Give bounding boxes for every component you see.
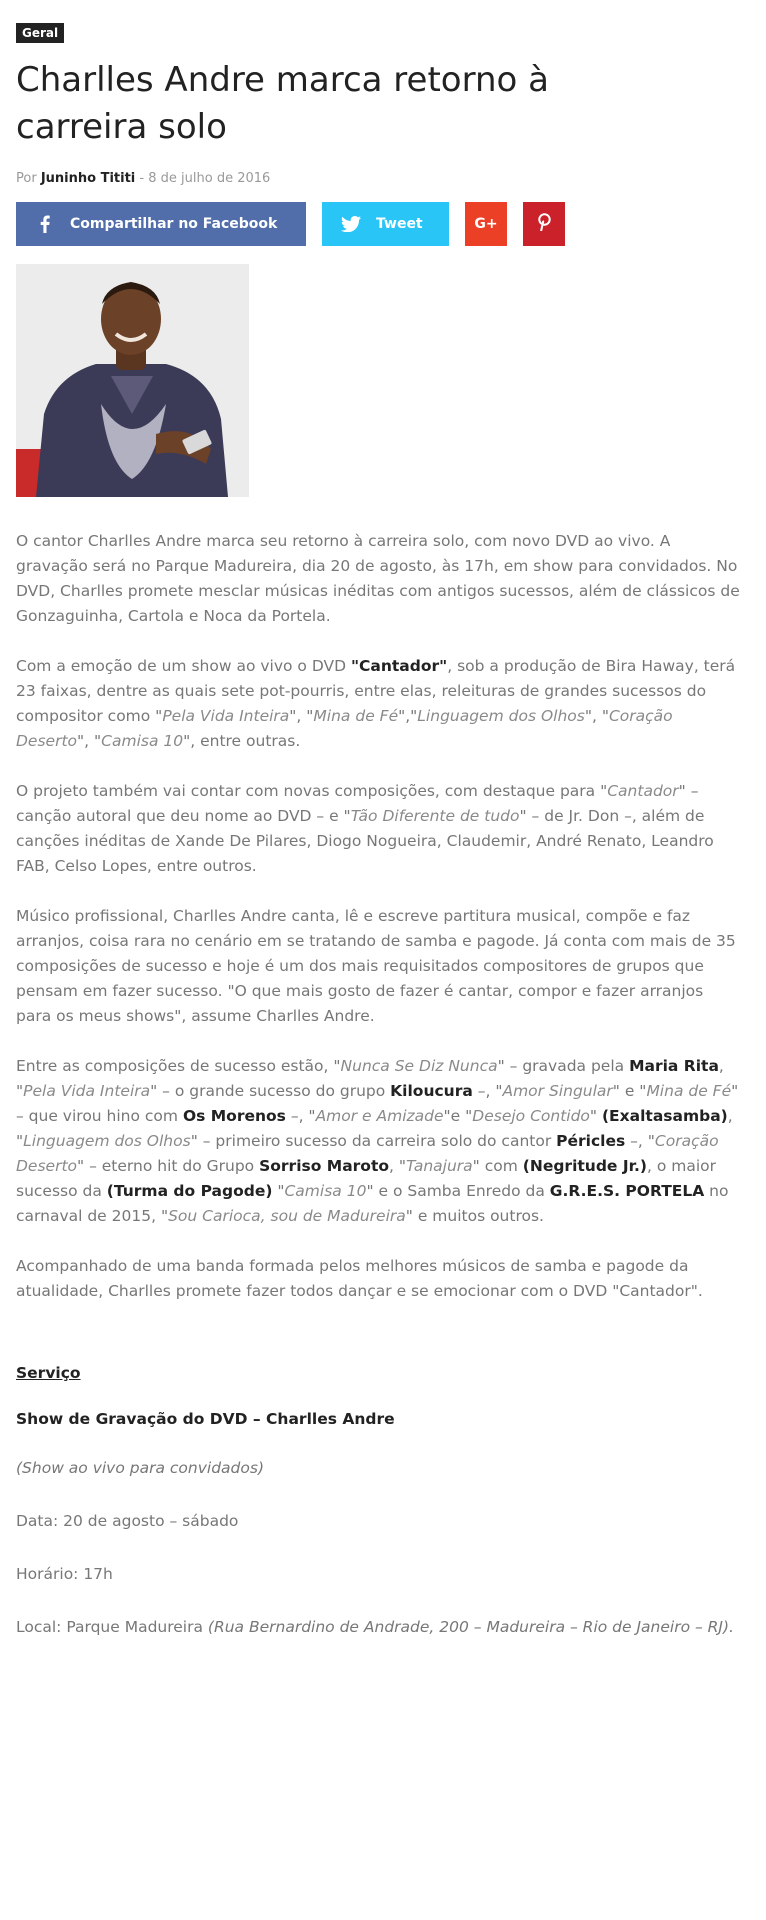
italic-text: Amor e Amizade <box>315 1107 444 1125</box>
paragraph-text: " e muitos outros. <box>405 1207 544 1225</box>
article-paragraph <box>16 1254 742 1304</box>
author-link[interactable]: Juninho Tititi <box>40 171 136 186</box>
bold-text: Péricles <box>556 1132 626 1150</box>
italic-text: Linguagem dos Olhos <box>417 707 585 725</box>
italic-text: Amor Singular <box>502 1082 613 1100</box>
paragraph-text: O projeto também vai contar com novas composições, com destaque para " <box>16 782 608 800</box>
googleplus-share-button[interactable] <box>465 202 507 246</box>
bold-text: (Turma do Pagode) <box>106 1182 273 1200</box>
paragraph-text: O cantor Charlles Andre marca seu retorno à carreira solo, com novo DVD ao vivo. A gravação será no Parque Madureira, dia 20 de agosto, às 17h, em show para convidados. No DVD, Charlles promete mesclar músicas inéditas com antigos sucessos, além de clássicos de Gonzaguinha, Cartola e Noca da Portela. <box>16 532 740 625</box>
paragraph-text: " – gravada pela <box>497 1057 630 1075</box>
service-section <box>16 1364 742 1640</box>
service-date: Data: 20 de agosto – sábado <box>16 1512 239 1530</box>
paragraph-text: ", " <box>289 707 314 725</box>
service-note-text: (Show ao vivo para convidados) <box>16 1459 264 1477</box>
bold-text: G.R.E.S. PORTELA <box>549 1182 705 1200</box>
italic-text: Camisa 10 <box>101 732 184 750</box>
italic-text: Desejo Contido <box>472 1107 590 1125</box>
article-container <box>16 22 740 1668</box>
service-heading: Serviço <box>16 1364 81 1382</box>
bold-text: Os Morenos <box>182 1107 286 1125</box>
facebook-share-button[interactable] <box>16 202 306 246</box>
article-paragraph <box>16 654 742 754</box>
pinterest-share-button[interactable] <box>523 202 565 246</box>
category-badge[interactable]: Geral <box>16 23 64 43</box>
bold-text: Sorriso Maroto <box>259 1157 390 1175</box>
paragraph-text: Entre as composições de sucesso estão, " <box>16 1057 341 1075</box>
paragraph-text: , " <box>16 1107 733 1150</box>
article-body <box>16 529 742 1304</box>
italic-text: Coração Deserto <box>16 707 673 750</box>
paragraph-text: " – de Jr. Don –, além de canções inéditas de Xande De Pilares, Diogo Nogueira, Claudemir, André Renato, Leandro FAB, Celso Lopes, entre outros. <box>16 807 714 875</box>
bold-text: (Negritude Jr.) <box>522 1157 648 1175</box>
article-paragraph <box>16 904 742 1029</box>
paragraph-text: " <box>589 1107 602 1125</box>
singer-portrait-image <box>16 264 249 497</box>
article-paragraph <box>16 1054 742 1229</box>
paragraph-text: " com <box>472 1157 523 1175</box>
service-location <box>16 1615 742 1640</box>
italic-text: Nunca Se Diz Nunca <box>340 1057 498 1075</box>
paragraph-text: Com a emoção de um show ao vivo o DVD <box>16 657 351 675</box>
paragraph-text: , sob a produção de Bira Haway, terá 23 faixas, dentre as quais sete pot-pourris, entre elas, releituras de grandes sucessos do compositor como " <box>16 657 736 725</box>
bold-text: (Exaltasamba) <box>601 1107 728 1125</box>
paragraph-text: Acompanhado de uma banda formada pelos melhores músicos de samba e pagode da atualidade, Charlles promete fazer todos dançar e se emocionar com o DVD "Cantador". <box>16 1257 703 1300</box>
paragraph-text: " e " <box>612 1082 647 1100</box>
paragraph-text: ", " <box>77 732 102 750</box>
byline-prefix: Por <box>16 171 37 186</box>
service-time: Horário: 17h <box>16 1565 113 1583</box>
paragraph-text: –, " <box>285 1107 316 1125</box>
paragraph-text: " – eterno hit do Grupo <box>77 1157 260 1175</box>
paragraph-text: ", entre outras. <box>183 732 301 750</box>
italic-text: Mina de Fé <box>313 707 399 725</box>
article-photo <box>16 264 249 497</box>
service-location-label: Local: Parque Madureira <box>16 1618 208 1636</box>
service-show-name: Show de Gravação do DVD – Charlles Andre <box>16 1410 395 1428</box>
paragraph-text: Músico profissional, Charlles Andre canta, lê e escreve partitura musical, compõe e faz arranjos, coisa rara no cenário em se tratando de samba e pagode. Já conta com mais de 35 composições de sucesso e hoje é um dos mais requisitados compositores de grupos que pensam em fazer sucesso. "O que mais gosto de fazer é cantar, compor e fazer arranjos para os meus shows", assume Charlles Andre. <box>16 907 736 1025</box>
italic-text: Mina de Fé <box>646 1082 732 1100</box>
paragraph-text: "," <box>398 707 418 725</box>
italic-text: Sou Carioca, sou de Madureira <box>168 1207 406 1225</box>
italic-text: Coração Deserto <box>16 1132 719 1175</box>
bold-text: Maria Rita <box>629 1057 719 1075</box>
twitter-share-button[interactable] <box>322 202 449 246</box>
paragraph-text: " – que virou hino com <box>16 1082 739 1125</box>
italic-text: Linguagem dos Olhos <box>23 1132 191 1150</box>
paragraph-text: –, " <box>625 1132 655 1150</box>
article-paragraph <box>16 529 742 629</box>
facebook-icon <box>30 215 60 233</box>
paragraph-text: , o maior sucesso da <box>16 1157 717 1200</box>
service-note <box>16 1456 742 1481</box>
paragraph-text: " e o Samba Enredo da <box>366 1182 550 1200</box>
facebook-share-label: Compartilhar no Facebook <box>70 216 278 232</box>
paragraph-text: " – primeiro sucesso da carreira solo do cantor <box>190 1132 557 1150</box>
googleplus-icon: G+ <box>474 216 498 232</box>
italic-text: Tanajura <box>406 1157 473 1175</box>
paragraph-text: , " <box>389 1157 406 1175</box>
italic-text: Camisa 10 <box>284 1182 367 1200</box>
paragraph-text: "e " <box>443 1107 473 1125</box>
paragraph-text: " <box>272 1182 285 1200</box>
italic-text: Cantador <box>607 782 679 800</box>
italic-text: Pela Vida Inteira <box>162 707 290 725</box>
pinterest-icon <box>537 213 551 235</box>
italic-text: Pela Vida Inteira <box>23 1082 151 1100</box>
share-bar <box>16 202 736 246</box>
publish-date: 8 de julho de 2016 <box>148 171 271 186</box>
bold-text: Kiloucura <box>390 1082 473 1100</box>
twitter-icon <box>336 216 366 232</box>
paragraph-text: no carnaval de 2015, " <box>16 1182 729 1225</box>
twitter-share-label: Tweet <box>376 216 423 232</box>
service-location-address: (Rua Bernardino de Andrade, 200 – Madureira – Rio de Janeiro – RJ). <box>207 1618 734 1636</box>
paragraph-text: –, " <box>472 1082 503 1100</box>
paragraph-text: ", " <box>584 707 609 725</box>
paragraph-text: " – canção autoral que deu nome ao DVD – e " <box>16 782 699 825</box>
byline-separator: - <box>139 171 145 186</box>
italic-text: Tão Diferente de tudo <box>350 807 520 825</box>
paragraph-text: , " <box>16 1057 724 1100</box>
byline <box>16 171 736 186</box>
article-paragraph <box>16 779 742 879</box>
article-title: Charlles Andre marca retorno à carreira solo <box>16 60 549 147</box>
bold-text: "Cantador" <box>350 657 448 675</box>
paragraph-text: " – o grande sucesso do grupo <box>150 1082 391 1100</box>
